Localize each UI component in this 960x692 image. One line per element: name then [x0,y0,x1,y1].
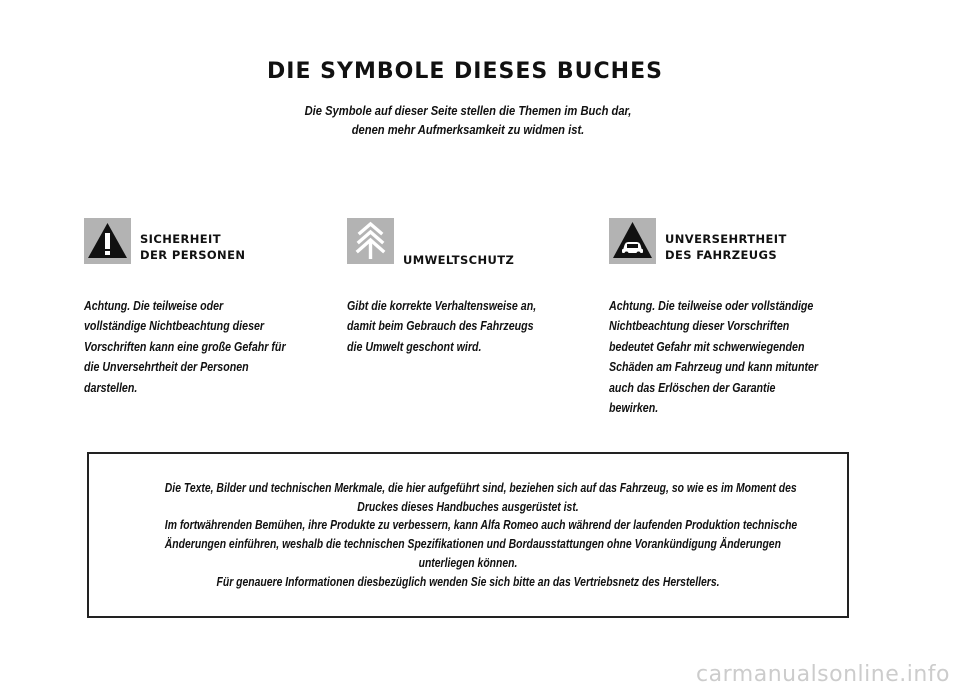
watermark-text: carmanualsonline.info [696,662,950,687]
text-line: Schäden am Fahrzeug und kann mitunter [609,359,819,375]
text-line: damit beim Gebrauch des Fahrzeugs [347,318,534,334]
intro-line: denen mehr Aufmerksamkeit zu widmen ist. [351,122,585,137]
car-warning-icon [609,218,656,264]
warning-triangle-icon [84,218,131,264]
disclaimer-line: Druckes dieses Handbuches ausgerüstet ist. [357,498,579,514]
text-line: darstellen. [84,379,138,395]
text-line: Achtung. Die teilweise oder vollständige [609,298,814,313]
heading-line: UMWELTSCHUTZ [403,253,515,267]
text-line: auch das Erlöschen der Garantie [609,379,776,395]
heading-line: DES FAHRZEUGS [665,248,778,262]
text-line: Vorschriften kann eine große Gefahr für [84,338,286,354]
disclaimer-line: Änderungen einführen, weshalb die technischen Spezifikationen und Bordausstattungen ohne Vorankündigung Änderungen [164,536,781,552]
text-line: vollständige Nichtbeachtung dieser [84,318,265,334]
disclaimer-line: unterliegen können. [418,554,518,570]
text-line: bewirken. [609,400,659,416]
symbol-description [347,296,536,357]
intro-text [66,101,871,139]
heading-line: UNVERSEHRTHEIT [665,232,787,246]
text-line: Gibt die korrekte Verhaltensweise an, [347,298,537,313]
disclaimer-line: Im fortwährenden Bemühen, ihre Produkte zu verbessern, kann Alfa Romeo auch während der laufenden Produktion technische [164,517,798,533]
text-line: die Unversehrtheit der Personen [84,359,249,375]
fir-tree-icon [347,218,394,264]
text-line: die Umwelt geschont wird. [347,338,482,354]
disclaimer-box [87,452,849,618]
symbol-heading [403,252,514,268]
disclaimer-line: Die Texte, Bilder und technischen Merkmale, die hier aufgeführt sind, beziehen sich auf das Fahrzeug, so wie es im Moment des [164,480,797,495]
symbol-description [609,296,818,418]
symbol-heading [665,231,787,263]
disclaimer-line: Für genauere Informationen diesbezüglich wenden Sie sich bitte an das Vertriebsnetz des Herstellers. [216,573,720,589]
heading-line: SICHERHEIT [140,232,221,246]
heading-line: DER PERSONEN [140,248,246,262]
symbol-heading [140,231,245,263]
disclaimer-text [89,479,847,591]
intro-line: Die Symbole auf dieser Seite stellen die Themen im Buch dar, [304,103,632,118]
page-title: DIE SYMBOLE DIESES BUCHES [267,58,663,84]
symbol-description [84,296,286,398]
text-line: Achtung. Die teilweise oder [84,298,224,313]
text-line: Nichtbeachtung dieser Vorschriften [609,318,790,334]
text-line: bedeutet Gefahr mit schwerwiegenden [609,338,805,354]
